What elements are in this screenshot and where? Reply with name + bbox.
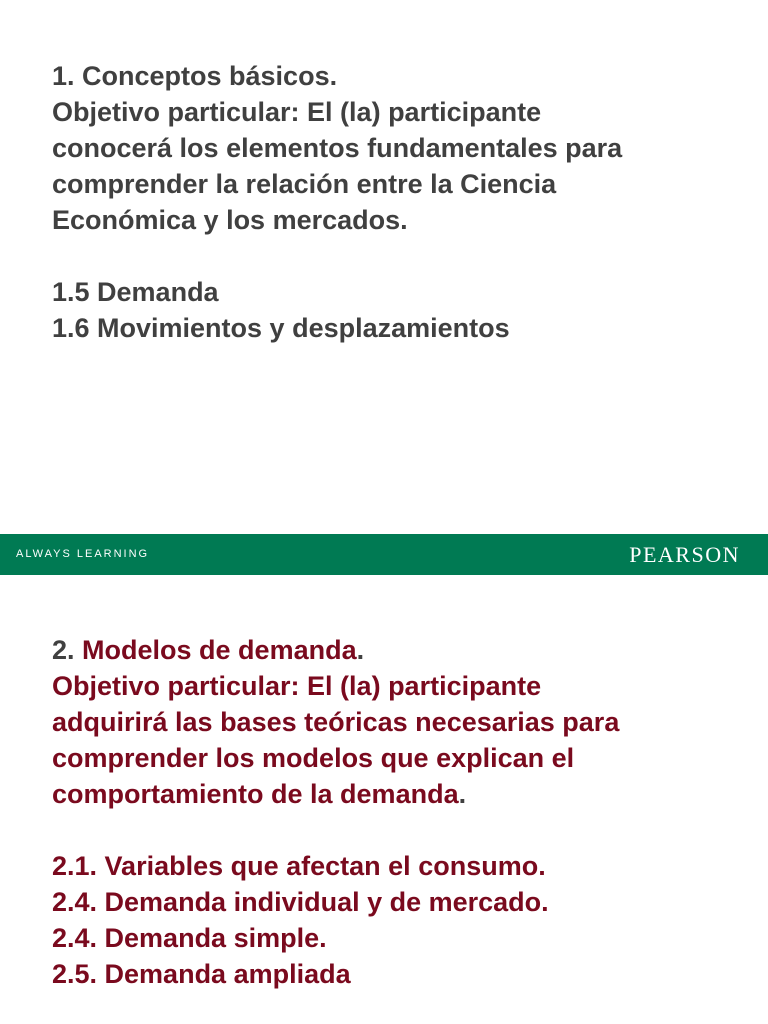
slide-bottom bbox=[52, 632, 752, 992]
slide-top bbox=[52, 58, 752, 346]
objective-last-text: comportamiento de la demanda bbox=[52, 779, 459, 809]
objective-line: adquirirá las bases teóricas necesarias para bbox=[52, 707, 620, 737]
objective-line: Objetivo particular: El (la) participante bbox=[52, 671, 542, 701]
objective-line: Objetivo particular: El (la) participante bbox=[52, 97, 542, 127]
objective-line: comprender la relación entre la Ciencia bbox=[52, 169, 557, 199]
section-1-heading: 1. Conceptos básicos. bbox=[52, 61, 338, 91]
banner-tagline: ALWAYS LEARNING bbox=[16, 548, 150, 560]
section-2-heading bbox=[52, 632, 752, 668]
topic-item: 1.6 Movimientos y desplazamientos bbox=[52, 313, 510, 343]
spacer bbox=[52, 238, 752, 274]
topic-item: 2.1. Variables que afectan el consumo. bbox=[52, 851, 546, 881]
section-2-period: . bbox=[356, 635, 365, 665]
objective-line-last bbox=[52, 776, 752, 812]
section-2-number: 2. bbox=[52, 635, 75, 665]
pearson-logo: PEARSON bbox=[629, 542, 740, 567]
topic-item: 2.4. Demanda simple. bbox=[52, 923, 327, 953]
pearson-banner bbox=[0, 534, 768, 575]
spacer bbox=[52, 812, 752, 848]
objective-line: Económica y los mercados. bbox=[52, 205, 408, 235]
objective-line: conocerá los elementos fundamentales para bbox=[52, 133, 623, 163]
section-2-title: Modelos de demanda bbox=[82, 635, 357, 665]
objective-last-period: . bbox=[458, 779, 467, 809]
objective-line: comprender los modelos que explican el bbox=[52, 743, 575, 773]
topic-item: 1.5 Demanda bbox=[52, 277, 219, 307]
topic-item: 2.5. Demanda ampliada bbox=[52, 959, 351, 989]
topic-item: 2.4. Demanda individual y de mercado. bbox=[52, 887, 549, 917]
